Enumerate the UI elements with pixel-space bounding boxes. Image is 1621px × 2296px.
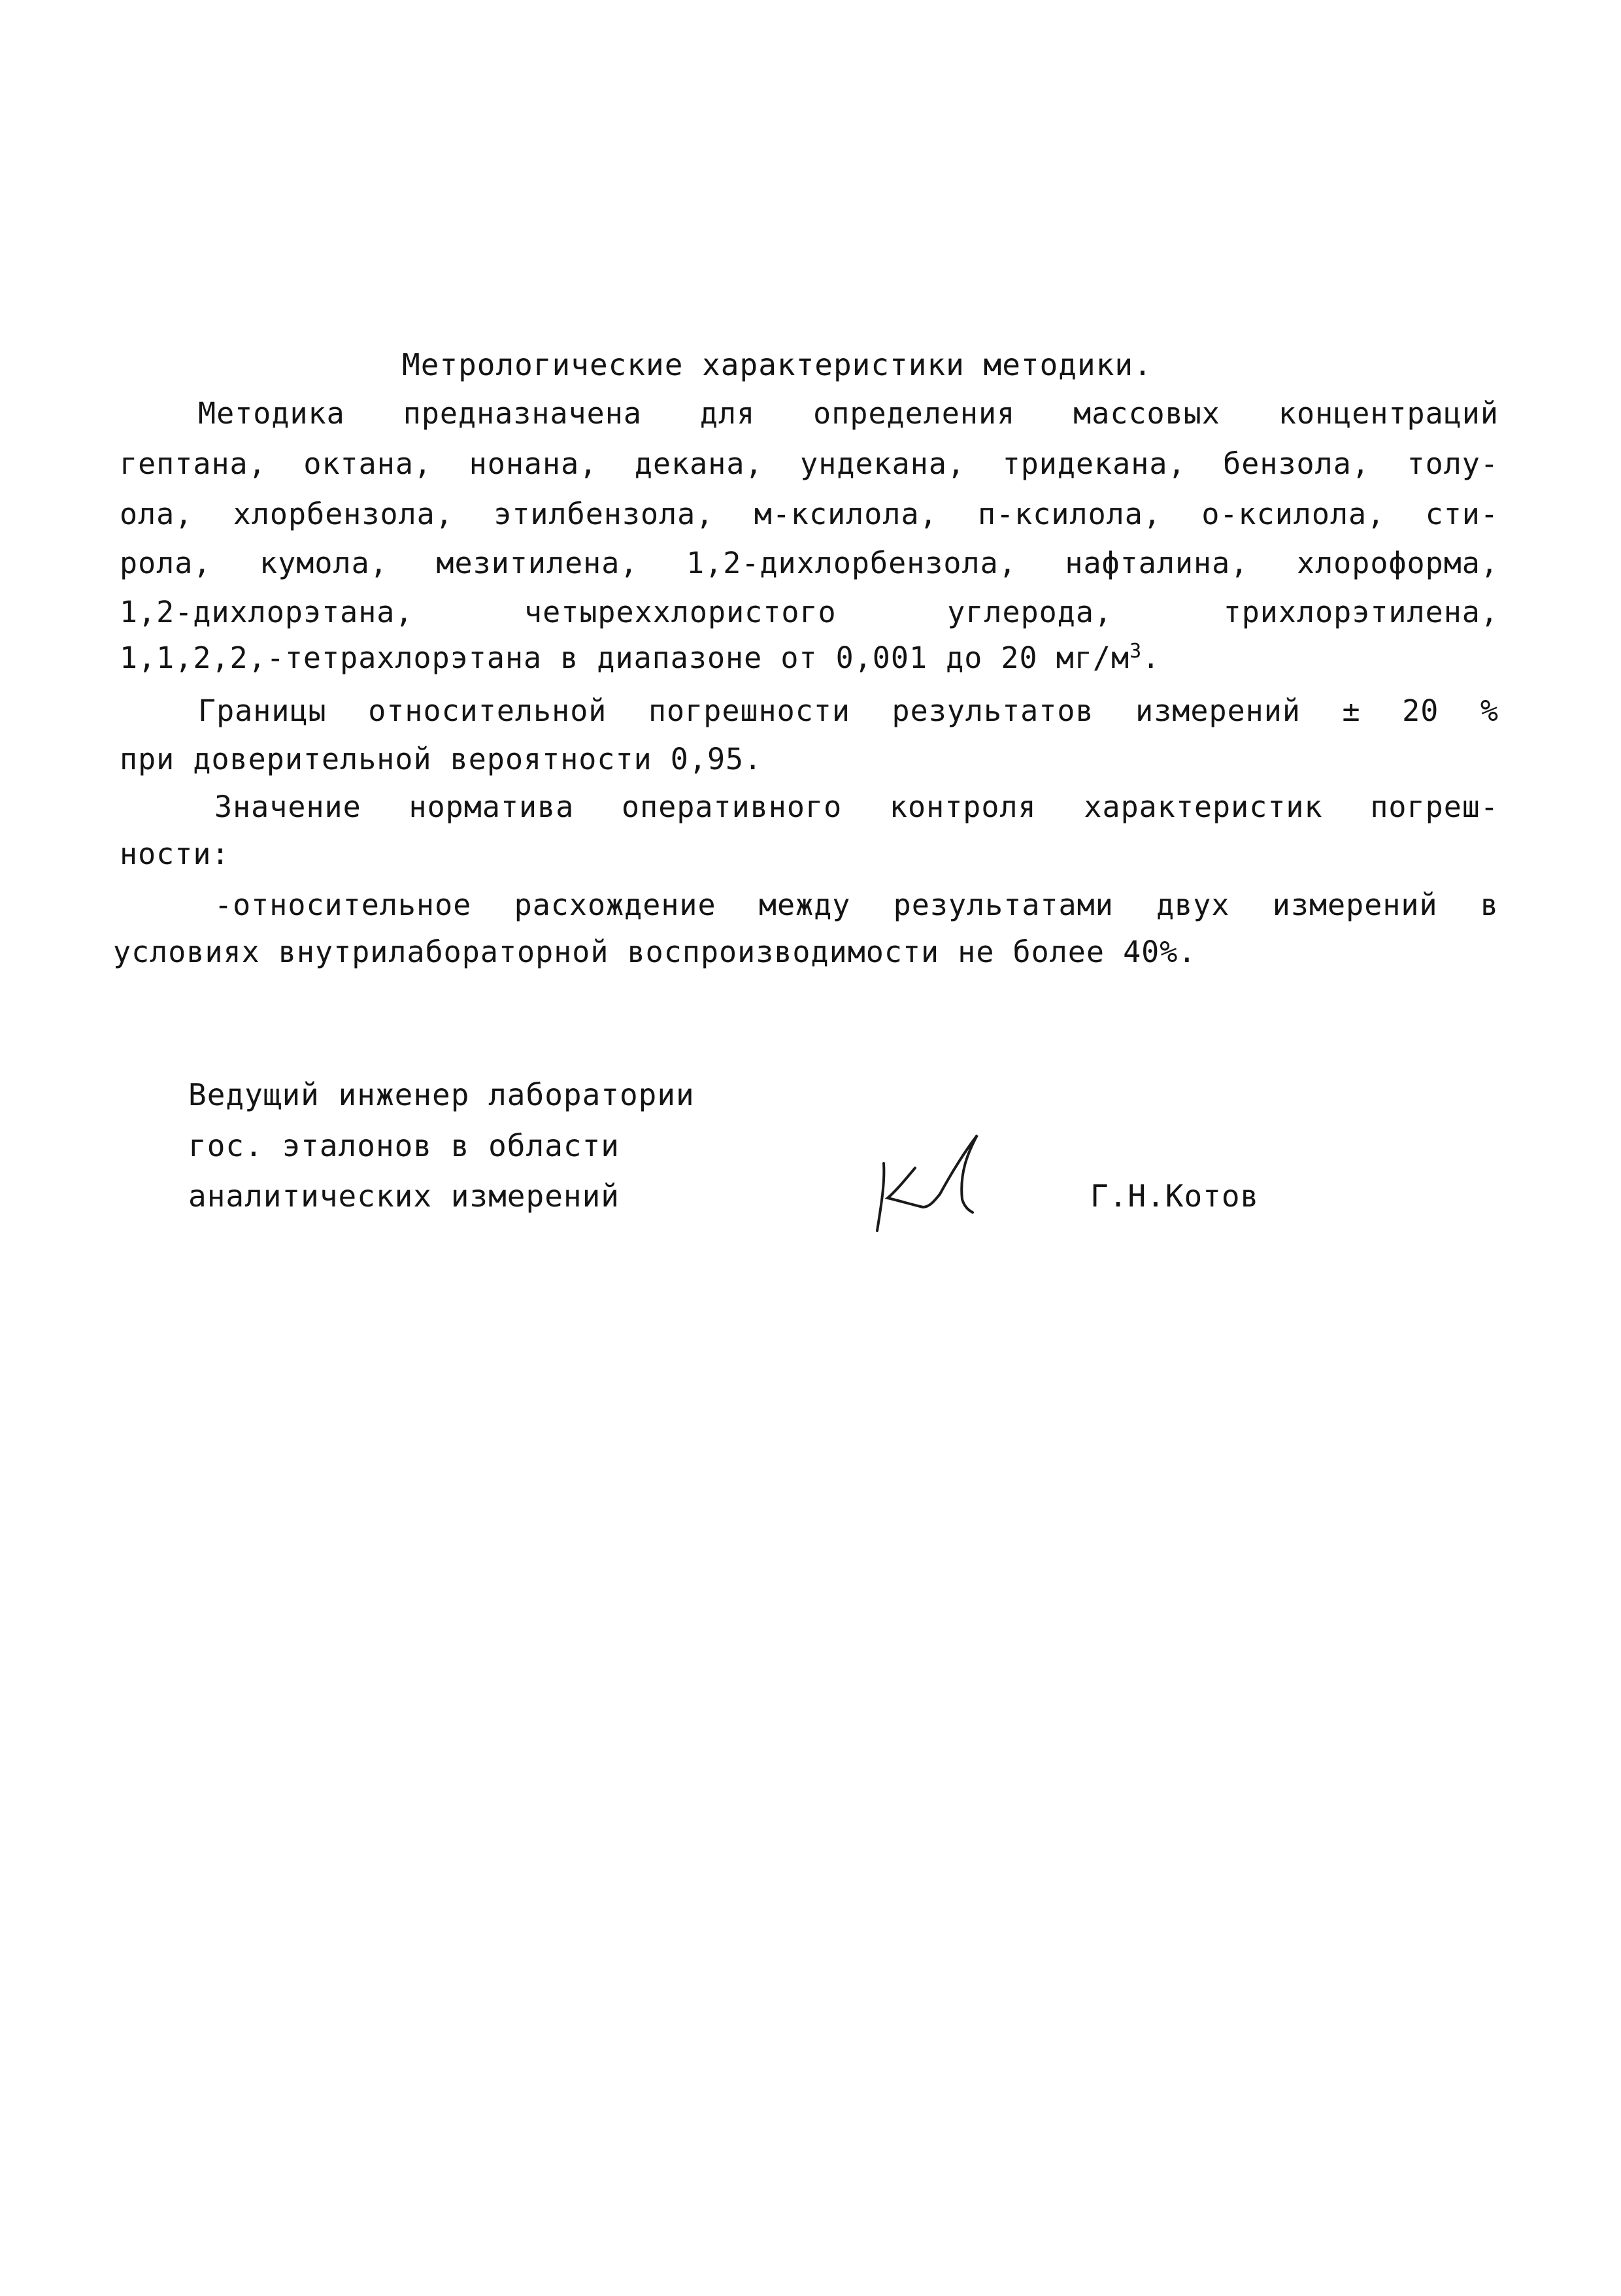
paragraph2-line1: Границы относительной погрешности результатов измерений ± 20 % — [198, 693, 1499, 728]
handwritten-signature — [869, 1127, 1000, 1239]
signatory-name: Г.Н.Котов — [1090, 1178, 1260, 1214]
signatory-position-line3: аналитических измерений — [188, 1178, 620, 1214]
paragraph1-line1: Методика предназначена для определения массовых концентраций — [198, 396, 1499, 431]
paragraph4-line2: условиях внутрилабораторной воспроизводимости не более 40%. — [113, 935, 1197, 969]
signatory-position-line2: гос. эталонов в области — [188, 1128, 620, 1163]
paragraph2-line2: при доверительной вероятности 0,95. — [120, 742, 763, 776]
document-title: Метрологические характеристики методики. — [402, 347, 1152, 382]
paragraph1-line6 — [120, 639, 1160, 678]
signatory-position-line1: Ведущий инженер лаборатории — [188, 1077, 695, 1112]
paragraph1-line2: гептана, октана, нонана, декана, ундекана, тридекана, бензола, толу- — [120, 446, 1499, 481]
paragraph1-line4: рола, кумола, мезитилена, 1,2-дихлорбензола, нафталина, хлороформа, — [120, 546, 1499, 580]
paragraph1-line5: 1,2-дихлорэтана, четыреххлористого углерода, трихлорэтилена, — [120, 595, 1499, 629]
cubic-superscript: 3 — [1129, 640, 1143, 663]
line-end-period: . — [1142, 641, 1161, 675]
concentration-range-text: 1,1,2,2,-тетрахлорэтана в диапазоне от 0,001 до 20 мг/м — [120, 641, 1130, 675]
paragraph3-line2: ности: — [120, 837, 230, 871]
paragraph4-line1: -относительное расхождение между результатами двух измерений в — [214, 888, 1499, 922]
paragraph3-line1: Значение норматива оперативного контроля характеристик погреш- — [214, 790, 1499, 824]
paragraph1-line3: ола, хлорбензола, этилбензола, м-ксилола, п-ксилола, о-ксилола, сти- — [120, 497, 1499, 531]
